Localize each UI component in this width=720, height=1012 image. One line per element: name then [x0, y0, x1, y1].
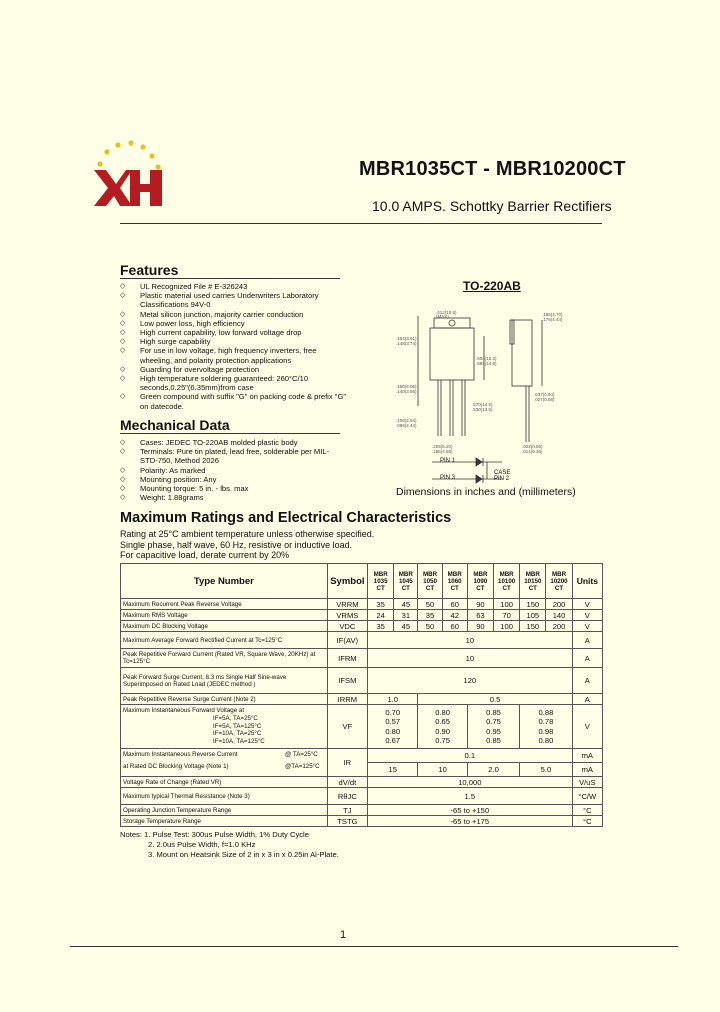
svg-text:.195(4.95): .195(4.95) — [432, 449, 453, 454]
table-notes — [120, 830, 339, 860]
table-header-row — [121, 564, 603, 599]
param-value: -65 to +175 — [368, 816, 573, 827]
units-header: Units — [572, 564, 602, 599]
param-value: 90 — [467, 621, 493, 632]
param-name — [121, 749, 328, 777]
param-unit: A — [572, 694, 602, 705]
param-value: 0.80 — [385, 726, 401, 736]
list-item: ◇ Low power loss, high efficiency — [120, 319, 348, 328]
pin1-label: PIN 1 — [440, 458, 456, 464]
param-value: 45 — [394, 599, 418, 610]
condition-line: For capacitive load, derate current by 20% — [120, 550, 290, 561]
svg-text:.175(4.44): .175(4.44) — [542, 317, 563, 322]
param-value: 0.85 — [486, 708, 501, 718]
param-value: 1.0 — [368, 694, 418, 705]
param-value: 0.80 — [435, 708, 450, 718]
param-name: Maximum DC Blocking Voltage — [121, 621, 328, 632]
features-underline — [120, 278, 340, 279]
param-value: 35 — [368, 621, 394, 632]
svg-text:.014(0.36): .014(0.36) — [522, 449, 543, 454]
svg-text:.570(14.5): .570(14.5) — [472, 402, 493, 407]
svg-text:.530(13.5): .530(13.5) — [472, 407, 493, 412]
param-name: Maximum typical Thermal Resistance (Note 3) — [121, 788, 328, 805]
document-title: MBR1035CT - MBR10200CT — [359, 158, 626, 180]
param-value: 0.5 — [418, 694, 572, 705]
condition-text: @ TA=25°C — [285, 750, 318, 758]
param-value: 2.0 — [467, 763, 519, 777]
part-header: MBR 10150 CT — [520, 564, 546, 599]
list-item: ◇ High current capability, low forward voltage drop — [120, 328, 348, 337]
footer-divider — [70, 946, 678, 947]
param-unit: °C — [572, 816, 602, 827]
param-unit: V/uS — [572, 777, 602, 788]
pin3-label: PIN 3 — [440, 475, 456, 481]
svg-text:.140(3.56): .140(3.56) — [396, 389, 417, 394]
param-value: 0.80 — [538, 735, 554, 745]
logo-stars — [97, 140, 160, 169]
list-item: ◇ Weight: 1.88grams — [120, 493, 336, 502]
company-logo — [88, 136, 168, 206]
condition-line: Single phase, half wave, 60 Hz, resistive or inductive load. — [120, 539, 353, 550]
param-value: 31 — [394, 610, 418, 621]
table-row — [121, 705, 603, 749]
param-value: 50 — [418, 599, 442, 610]
param-unit: mA — [572, 749, 602, 763]
page-number: 1 — [340, 929, 347, 941]
table-row — [121, 749, 603, 763]
param-value: 0.85 — [486, 735, 501, 745]
param-unit: A — [572, 668, 602, 694]
param-symbol: IF(AV) — [327, 632, 367, 649]
condition-text: @TA=125°C — [285, 762, 320, 770]
param-name: Operating Junction Temperature Range — [121, 805, 328, 816]
param-value: 200 — [546, 621, 572, 632]
param-value: 100 — [494, 621, 520, 632]
reverse-current-label: at Rated DC Blocking Voltage (Note 1) — [123, 762, 229, 770]
list-item: ◇ Metal silicon junction, majority carrier conduction — [120, 310, 348, 319]
table-row — [121, 805, 603, 816]
svg-text:(MAX): (MAX) — [436, 314, 449, 319]
package-outline-drawing — [392, 296, 592, 486]
param-value: 120 — [368, 668, 573, 694]
list-item: ◇ Cases: JEDEC TO-220AB molded plastic body — [120, 438, 336, 447]
param-value: 10 — [418, 763, 467, 777]
list-item: ◇ Polarity: As marked — [120, 466, 336, 475]
svg-text:.604(15.3): .604(15.3) — [476, 356, 497, 361]
document-subtitle: 10.0 AMPS. Schottky Barrier Rectifiers — [372, 198, 612, 214]
svg-text:.185(4.70): .185(4.70) — [542, 312, 563, 317]
param-symbol: VRMS — [327, 610, 367, 621]
svg-text:.583(14.8): .583(14.8) — [476, 361, 497, 366]
list-item: ◇ High temperature soldering guaranteed: 260°C/10 seconds,0.25"(6.35mm)from case — [120, 374, 348, 392]
param-value: 0.67 — [385, 735, 401, 745]
param-unit: A — [572, 649, 602, 668]
param-name: Peak Repetitive Reverse Surge Current (Note 2) — [121, 694, 328, 705]
param-value: 35 — [368, 599, 394, 610]
dimensions-note: Dimensions in inches and (millimeters) — [396, 486, 576, 498]
condition-line: Rating at 25°C ambient temperature unless otherwise specified. — [120, 529, 375, 539]
param-name: Peak Repetitive Forward Current (Rated VR, Square Wave, 20KHz) at Tc=125°C — [121, 649, 328, 668]
condition-text: IF=10A, TA=125°C — [213, 738, 265, 746]
pin2-label: PIN 2 — [494, 476, 510, 482]
param-symbol: TSTG — [327, 816, 367, 827]
table-row — [121, 694, 603, 705]
mechanical-underline — [120, 433, 340, 434]
param-unit: A — [572, 632, 602, 649]
part-header: MBR 1050 CT — [418, 564, 442, 599]
param-value: 0.90 — [435, 726, 450, 736]
svg-text:.100(2.54): .100(2.54) — [396, 418, 417, 423]
table-row — [121, 610, 603, 621]
param-value: 70 — [494, 610, 520, 621]
param-symbol: RθJC — [327, 788, 367, 805]
svg-text:.027(0.68): .027(0.68) — [534, 397, 555, 402]
svg-text:.154(3.91): .154(3.91) — [396, 336, 417, 341]
param-name: Maximum RMS Voltage — [121, 610, 328, 621]
condition-text: IF=10A, TA=25°C — [213, 730, 262, 738]
ratings-conditions — [120, 529, 374, 561]
param-name: Storage Temperature Range — [121, 816, 328, 827]
param-symbol: IRRM — [327, 694, 367, 705]
param-unit: V — [572, 621, 602, 632]
param-value: 1.5 — [368, 788, 573, 805]
param-value-group — [368, 705, 418, 749]
param-value: 0.75 — [435, 735, 450, 745]
table-row — [121, 649, 603, 668]
param-symbol: IFRM — [327, 649, 367, 668]
param-value: 0.78 — [538, 717, 554, 727]
param-value: 24 — [368, 610, 394, 621]
param-value: 45 — [394, 621, 418, 632]
svg-text:.160(4.06): .160(4.06) — [396, 384, 417, 389]
param-name: Maximum Average Forward Rectified Current at Tc=125°C — [121, 632, 328, 649]
reverse-current-line-2 — [123, 763, 325, 775]
param-symbol: TJ — [327, 805, 367, 816]
param-value: 150 — [520, 599, 546, 610]
svg-text:.096(2.44): .096(2.44) — [396, 423, 417, 428]
param-value: 100 — [494, 599, 520, 610]
table-row — [121, 599, 603, 610]
part-header: MBR 10200 CT — [546, 564, 572, 599]
param-symbol: VDC — [327, 621, 367, 632]
list-item: ◇ Terminals: Pure tin plated, lead free, solderable per MIL-STD-750, Method 2026 — [120, 447, 336, 465]
header-divider — [120, 223, 602, 224]
param-unit: °C/W — [572, 788, 602, 805]
part-header: MBR 1060 CT — [442, 564, 467, 599]
param-symbol: VRRM — [327, 599, 367, 610]
type-number-header: Type Number — [121, 564, 328, 599]
param-value: 140 — [546, 610, 572, 621]
list-item: ◇ Mounting torque: 5 in. - lbs. max — [120, 484, 336, 493]
param-value: 0.65 — [435, 717, 450, 727]
mechanical-heading: Mechanical Data — [120, 417, 230, 433]
reverse-current-line-1 — [123, 751, 325, 763]
param-value: 60 — [442, 599, 467, 610]
param-value: 15 — [368, 763, 418, 777]
package-title: TO-220AB — [463, 279, 521, 293]
features-heading: Features — [120, 262, 179, 278]
param-unit: V — [572, 610, 602, 621]
param-value: 10 — [368, 649, 573, 668]
param-symbol: VF — [327, 705, 367, 749]
list-item: ◇ High surge capability — [120, 337, 348, 346]
param-value: 0.88 — [538, 708, 554, 718]
list-item: ◇ UL Recognized File # E-326243 — [120, 282, 348, 291]
param-value-group — [520, 705, 572, 749]
param-value: 60 — [442, 621, 467, 632]
param-value: -65 to +150 — [368, 805, 573, 816]
param-unit: V — [572, 599, 602, 610]
table-row — [121, 668, 603, 694]
param-value: 90 — [467, 599, 493, 610]
param-value: 0.1 — [368, 749, 573, 763]
param-value: 42 — [442, 610, 467, 621]
param-name: Peak Forward Surge Current, 8.3 ms Single Half Sine-wave Superimposed on Rated Load (JEDEC method ) — [121, 668, 328, 694]
part-header: MBR 10100 CT — [494, 564, 520, 599]
logo-mark — [94, 170, 162, 206]
list-item: ◇ Mounting position: Any — [120, 475, 336, 484]
param-symbol: IFSM — [327, 668, 367, 694]
svg-text:.205(5.20): .205(5.20) — [432, 444, 453, 449]
svg-text:.037(0.94): .037(0.94) — [534, 392, 555, 397]
param-unit: V — [572, 705, 602, 749]
param-value: 63 — [467, 610, 493, 621]
ratings-table — [120, 563, 603, 827]
param-value: 10,000 — [368, 777, 573, 788]
param-value: 0.98 — [538, 726, 554, 736]
list-item: ◇ For use in low voltage, high frequency inverters, free wheeling, and polarity protection applications — [120, 346, 348, 364]
param-value: 200 — [546, 599, 572, 610]
table-row — [121, 816, 603, 827]
svg-text:.022(0.56): .022(0.56) — [522, 444, 543, 449]
param-value: 150 — [520, 621, 546, 632]
param-value: 105 — [520, 610, 546, 621]
param-name: Voltage Rate of Change (Rated VR) — [121, 777, 328, 788]
list-item: ◇ Plastic material used carries Underwriters Laboratory Classifications 94V-0 — [120, 291, 348, 309]
table-row — [121, 788, 603, 805]
param-value: 50 — [418, 621, 442, 632]
param-value-group — [418, 705, 467, 749]
ratings-heading: Maximum Ratings and Electrical Characteristics — [120, 510, 452, 526]
param-value: 0.75 — [486, 717, 501, 727]
svg-text:.412(10.5): .412(10.5) — [436, 310, 457, 315]
list-item: ◇ Green compound with suffix "G" on packing code & prefix "G" on datecode. — [120, 392, 348, 410]
param-name — [121, 705, 328, 749]
condition-text: IF=5A, TA=125°C — [213, 722, 262, 730]
param-unit: mA — [572, 763, 602, 777]
table-row — [121, 621, 603, 632]
param-value: 0.70 — [385, 708, 401, 718]
part-header: MBR 1045 CT — [394, 564, 418, 599]
case-label: CASE — [494, 470, 511, 476]
list-item: ◇ Guarding for overvoltage protection — [120, 365, 348, 374]
param-value: 35 — [418, 610, 442, 621]
param-value: 0.57 — [385, 717, 401, 727]
table-row — [121, 632, 603, 649]
param-value: 0.95 — [486, 726, 501, 736]
note-line: 3. Mount on Heatsink Size of 2 in x 3 in x 0.25in Al-Plate. — [148, 850, 339, 859]
param-value-group — [467, 705, 519, 749]
condition-text: IF=5A, TA=25°C — [213, 714, 258, 722]
svg-text:.148(3.74): .148(3.74) — [396, 341, 417, 346]
param-name: Maximum Recurrent Peak Reverse Voltage — [121, 599, 328, 610]
features-list — [120, 282, 348, 411]
table-row — [121, 777, 603, 788]
mechanical-list — [120, 438, 336, 502]
param-value: 5.0 — [520, 763, 572, 777]
param-symbol: IR — [327, 749, 367, 777]
param-value: 10 — [368, 632, 573, 649]
part-header: MBR 1035 CT — [368, 564, 394, 599]
forward-voltage-label: Maximum Instantaneous Forward Voltage at — [123, 707, 245, 714]
param-symbol: dV/dt — [327, 777, 367, 788]
symbol-header: Symbol — [327, 564, 367, 599]
note-line: 2. 2.0us Pulse Width, f=1.0 KHz — [148, 840, 256, 849]
param-unit: °C — [572, 805, 602, 816]
part-header: MBR 1090 CT — [467, 564, 493, 599]
reverse-current-label: Maximum Instantaneous Reverse Current — [123, 750, 238, 758]
note-line: Notes: 1. Pulse Test: 300us Pulse Width, 1% Duty Cycle — [120, 830, 309, 839]
